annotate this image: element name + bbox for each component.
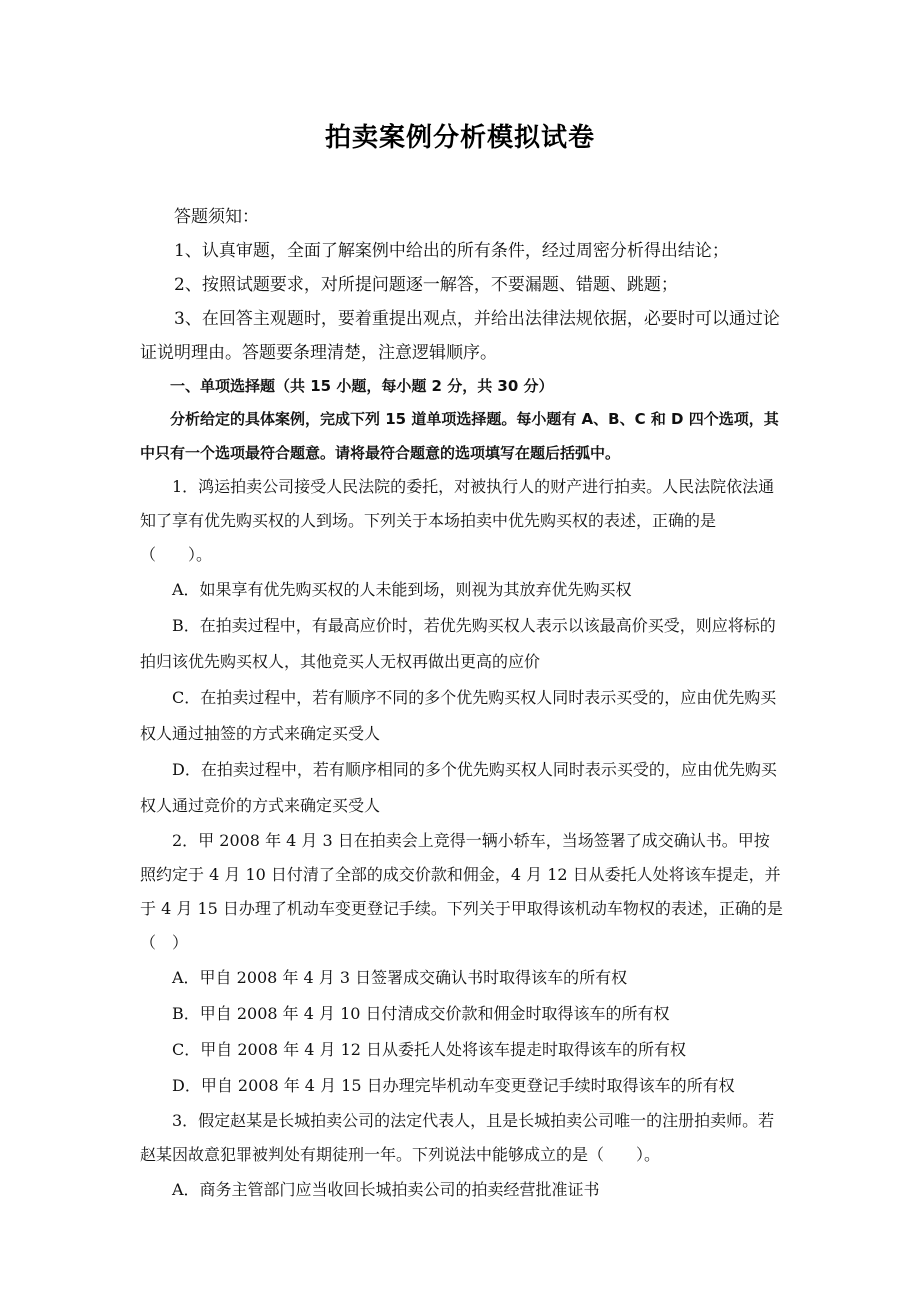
- question-option: C．甲自 2008 年 4 月 12 日从委托人处将该车提走时取得该车的所有权: [172, 1040, 687, 1059]
- notice-item: 3、在回答主观题时，要着重提出观点，并给出法律法规依据，必要时可以通过论证说明理由。答题要条理清楚，注意逻辑顺序。: [140, 309, 780, 363]
- question-stem: 2．甲 2008 年 4 月 3 日在拍卖会上竞得一辆小轿车，当场签署了成交确认书。甲按照约定于 4 月 10 日付清了全部的成交价款和佣金，4 月 12 日从委托人处将该车提走，并于 4 月 15 日办理了机动车变更登记手续。下列关于甲取得该机动车物权的表述，正确的是（ ）: [140, 831, 783, 952]
- section-instruction: 分析给定的具体案例，完成下列 15 道单项选择题。每小题有 A、B、C 和 D 四个选项，其中只有一个选项最符合题意。请将最符合题意的选项填写在题后括弧中。: [140, 410, 779, 462]
- section-title: 一、单项选择题（共 15 小题，每小题 2 分，共 30 分）: [170, 377, 554, 395]
- document-body: [140, 200, 785, 1208]
- page-title: 拍卖案例分析模拟试卷: [324, 123, 595, 153]
- question-option: B．在拍卖过程中，有最高应价时，若优先购买权人表示以该最高价买受，则应将标的拍归该优先购买权人，其他竞买人无权再做出更高的应价: [140, 616, 776, 671]
- question-option: A．如果享有优先购买权的人未能到场，则视为其放弃优先购买权: [172, 580, 632, 599]
- question-option: D．在拍卖过程中，若有顺序相同的多个优先购买权人同时表示买受的，应由优先购买权人通过竞价的方式来确定买受人: [140, 760, 777, 815]
- notice-item: 2、按照试题要求，对所提问题逐一解答，不要漏题、错题、跳题；: [174, 275, 678, 295]
- notice-heading: 答题须知：: [174, 207, 259, 227]
- notice-item: 1、认真审题，全面了解案例中给出的所有条件，经过周密分析得出结论；: [174, 241, 729, 261]
- question-option: D．甲自 2008 年 4 月 15 日办理完毕机动车变更登记手续时取得该车的所有权: [172, 1076, 735, 1095]
- question-stem: 1．鸿运拍卖公司接受人民法院的委托，对被执行人的财产进行拍卖。人民法院依法通知了享有优先购买权的人到场。下列关于本场拍卖中优先购买权的表述，正确的是（ ）。: [140, 477, 775, 564]
- question-option: A．商务主管部门应当收回长城拍卖公司的拍卖经营批准证书: [172, 1180, 600, 1199]
- question-stem: 3．假定赵某是长城拍卖公司的法定代表人，且是长城拍卖公司唯一的注册拍卖师。若赵某因故意犯罪被判处有期徒刑一年。下列说法中能够成立的是（ ）。: [140, 1111, 775, 1164]
- question-option: B．甲自 2008 年 4 月 10 日付清成交价款和佣金时取得该车的所有权: [172, 1004, 670, 1023]
- question-option: A．甲自 2008 年 4 月 3 日签署成交确认书时取得该车的所有权: [172, 968, 628, 987]
- question-option: C．在拍卖过程中，若有顺序不同的多个优先购买权人同时表示买受的，应由优先购买权人通过抽签的方式来确定买受人: [140, 688, 777, 743]
